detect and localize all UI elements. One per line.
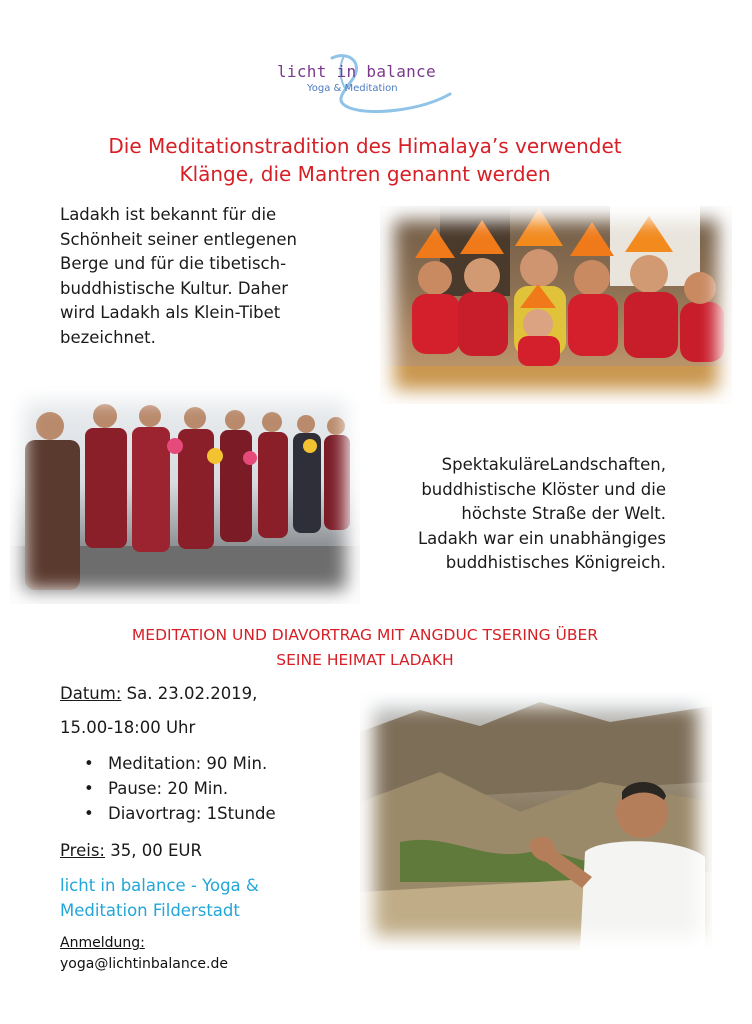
logo-subtitle: Yoga & Meditation xyxy=(307,83,398,94)
signup-email[interactable]: yoga@lichtinbalance.de xyxy=(60,956,228,972)
date-row xyxy=(60,682,350,716)
date-value: Sa. 23.02.2019, xyxy=(121,684,258,703)
event-details xyxy=(60,682,350,873)
list-item: • Diavortrag: 1Stunde xyxy=(60,802,350,827)
text-line: Ladakh ist bekannt für die xyxy=(60,205,277,224)
event-title xyxy=(40,623,690,672)
monks-illustration xyxy=(380,206,732,404)
photo-ladakhi-women xyxy=(10,386,360,604)
text-line: Ladakh war ein unabhängiges xyxy=(417,528,666,548)
women-illustration xyxy=(10,386,360,604)
signup-label: Anmeldung: xyxy=(60,935,145,951)
text-line: buddhistische Klöster und die xyxy=(421,479,666,499)
text-line: höchste Straße der Welt. xyxy=(461,504,666,523)
price-value: 35, 00 EUR xyxy=(104,841,202,860)
headline xyxy=(40,132,690,188)
intro-paragraph xyxy=(60,203,350,350)
photo-young-monks xyxy=(380,206,732,404)
photo-landscape-speaker xyxy=(360,692,712,950)
event-title-line: MEDITATION UND DIAVORTRAG MIT ANGDUC TSERING ÜBER xyxy=(131,626,599,644)
text-line: Schönheit seiner entlegenen xyxy=(60,229,297,249)
list-item: • Pause: 20 Min. xyxy=(60,777,350,802)
list-item: • Meditation: 90 Min. xyxy=(60,752,350,777)
logo xyxy=(272,50,462,120)
program-list xyxy=(60,752,350,827)
headline-line: Klänge, die Mantren genannt werden xyxy=(179,162,551,186)
text-line: wird Ladakh als Klein-Tibet xyxy=(60,303,281,322)
text-line: buddhistisches Königreich. xyxy=(445,553,666,572)
studio-line: licht in balance - Yoga & xyxy=(60,876,259,895)
date-label: Datum: xyxy=(60,684,122,703)
studio-name xyxy=(60,873,350,923)
studio-line: Meditation Filderstadt xyxy=(60,901,240,920)
headline-line: Die Meditationstradition des Himalaya’s verwendet xyxy=(108,134,622,158)
time-row: 15.00-18:00 Uhr xyxy=(60,718,196,737)
event-title-line: SEINE HEIMAT LADAKH xyxy=(276,650,454,669)
text-line: bezeichnet. xyxy=(60,327,156,347)
landscapes-paragraph xyxy=(372,453,666,576)
text-line: SpektakuläreLandschaften, xyxy=(441,455,666,474)
logo-text: licht in balance xyxy=(277,62,436,81)
landscape-illustration xyxy=(360,692,712,950)
text-line: buddhistische Kultur. Daher xyxy=(60,278,289,298)
price-label: Preis: xyxy=(60,841,105,860)
text-line: Berge und für die tibetisch- xyxy=(60,254,287,273)
signup-block xyxy=(60,933,350,975)
price-row xyxy=(60,839,350,873)
